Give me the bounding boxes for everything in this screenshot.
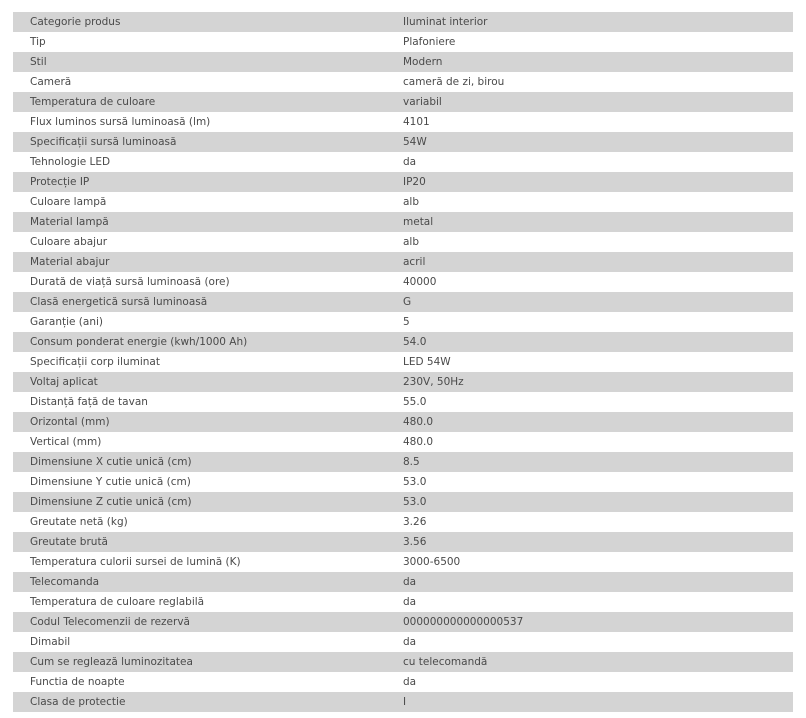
spec-label: Dimensiune X cutie unică (cm) (13, 452, 389, 472)
spec-label: Specificații corp iluminat (13, 352, 389, 372)
spec-value: Modern (389, 52, 793, 72)
spec-row (13, 632, 793, 652)
spec-row (13, 432, 793, 452)
spec-row (13, 652, 793, 672)
spec-value: 55.0 (389, 392, 793, 412)
spec-row (13, 692, 793, 712)
spec-label: Consum ponderat energie (kwh/1000 Ah) (13, 332, 389, 352)
spec-value: IP20 (389, 172, 793, 192)
spec-row (13, 132, 793, 152)
spec-label: Greutate netă (kg) (13, 512, 389, 532)
spec-row (13, 672, 793, 692)
spec-label: Garanție (ani) (13, 312, 389, 332)
spec-value: 3000-6500 (389, 552, 793, 572)
spec-value: I (389, 692, 793, 712)
spec-row (13, 52, 793, 72)
spec-value: 53.0 (389, 492, 793, 512)
spec-row (13, 192, 793, 212)
spec-label: Greutate brută (13, 532, 389, 552)
spec-row (13, 272, 793, 292)
spec-row (13, 252, 793, 272)
spec-label: Categorie produs (13, 12, 389, 32)
spec-label: Material lampă (13, 212, 389, 232)
spec-label: Orizontal (mm) (13, 412, 389, 432)
spec-value: cu telecomandă (389, 652, 793, 672)
spec-row (13, 572, 793, 592)
spec-label: Functia de noapte (13, 672, 389, 692)
spec-row (13, 532, 793, 552)
spec-label: Tip (13, 32, 389, 52)
spec-row (13, 492, 793, 512)
spec-label: Temperatura de culoare reglabilă (13, 592, 389, 612)
spec-value: cameră de zi, birou (389, 72, 793, 92)
spec-value: acril (389, 252, 793, 272)
spec-value: 480.0 (389, 432, 793, 452)
spec-value: 8.5 (389, 452, 793, 472)
spec-label: Clasa de protectie (13, 692, 389, 712)
spec-row (13, 592, 793, 612)
spec-row (13, 552, 793, 572)
spec-row (13, 172, 793, 192)
spec-value: Plafoniere (389, 32, 793, 52)
spec-label: Culoare lampă (13, 192, 389, 212)
spec-row (13, 92, 793, 112)
spec-value: 53.0 (389, 472, 793, 492)
spec-label: Flux luminos sursă luminoasă (lm) (13, 112, 389, 132)
spec-label: Tehnologie LED (13, 152, 389, 172)
spec-value: 54.0 (389, 332, 793, 352)
spec-row (13, 212, 793, 232)
spec-label: Cum se reglează luminozitatea (13, 652, 389, 672)
spec-value: da (389, 572, 793, 592)
spec-value: alb (389, 232, 793, 252)
spec-label: Temperatura de culoare (13, 92, 389, 112)
spec-row (13, 452, 793, 472)
spec-label: Specificații sursă luminoasă (13, 132, 389, 152)
spec-row (13, 332, 793, 352)
spec-value: metal (389, 212, 793, 232)
spec-label: Material abajur (13, 252, 389, 272)
spec-label: Voltaj aplicat (13, 372, 389, 392)
spec-value: 3.56 (389, 532, 793, 552)
spec-row (13, 372, 793, 392)
specifications-body (13, 12, 793, 712)
spec-value: 40000 (389, 272, 793, 292)
spec-row (13, 512, 793, 532)
spec-value: 000000000000000537 (389, 612, 793, 632)
spec-row (13, 152, 793, 172)
spec-value: da (389, 632, 793, 652)
spec-value: G (389, 292, 793, 312)
spec-row (13, 612, 793, 632)
spec-row (13, 472, 793, 492)
spec-row (13, 232, 793, 252)
spec-label: Telecomanda (13, 572, 389, 592)
spec-row (13, 412, 793, 432)
spec-value: 230V, 50Hz (389, 372, 793, 392)
spec-value: variabil (389, 92, 793, 112)
spec-label: Stil (13, 52, 389, 72)
spec-row (13, 312, 793, 332)
spec-label: Distanță față de tavan (13, 392, 389, 412)
spec-row (13, 112, 793, 132)
spec-row (13, 352, 793, 372)
spec-label: Codul Telecomenzii de rezervă (13, 612, 389, 632)
spec-value: 54W (389, 132, 793, 152)
spec-value: LED 54W (389, 352, 793, 372)
spec-value: da (389, 152, 793, 172)
spec-label: Culoare abajur (13, 232, 389, 252)
spec-value: alb (389, 192, 793, 212)
spec-value: Iluminat interior (389, 12, 793, 32)
spec-row (13, 292, 793, 312)
spec-row (13, 392, 793, 412)
spec-label: Temperatura culorii sursei de lumină (K) (13, 552, 389, 572)
spec-row (13, 32, 793, 52)
product-specifications-table (13, 12, 793, 712)
spec-label: Clasă energetică sursă luminoasă (13, 292, 389, 312)
spec-row (13, 12, 793, 32)
spec-row (13, 72, 793, 92)
spec-label: Dimensiune Z cutie unică (cm) (13, 492, 389, 512)
spec-value: da (389, 672, 793, 692)
spec-value: 480.0 (389, 412, 793, 432)
spec-value: da (389, 592, 793, 612)
spec-label: Dimensiune Y cutie unică (cm) (13, 472, 389, 492)
spec-value: 5 (389, 312, 793, 332)
spec-label: Durată de viață sursă luminoasă (ore) (13, 272, 389, 292)
spec-label: Dimabil (13, 632, 389, 652)
spec-label: Cameră (13, 72, 389, 92)
spec-value: 4101 (389, 112, 793, 132)
spec-label: Vertical (mm) (13, 432, 389, 452)
spec-value: 3.26 (389, 512, 793, 532)
spec-label: Protecție IP (13, 172, 389, 192)
